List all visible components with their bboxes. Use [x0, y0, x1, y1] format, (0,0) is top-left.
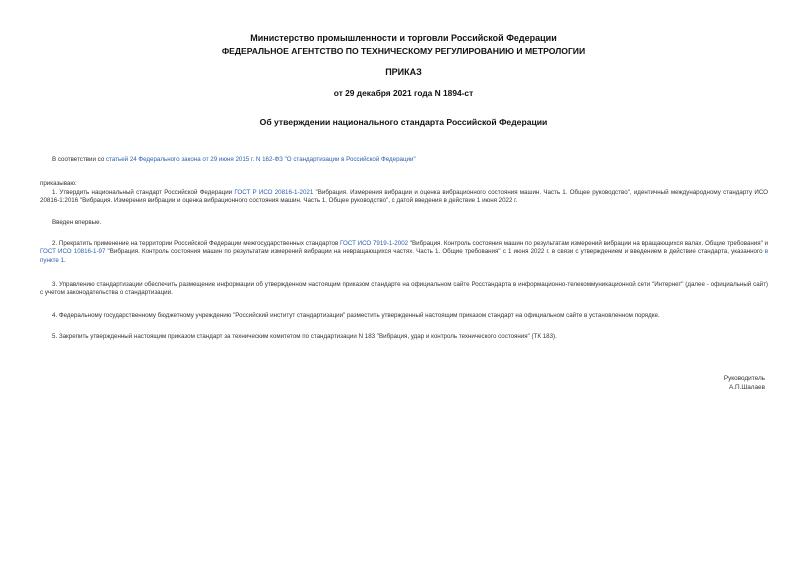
item-5-paragraph: 5. Закрепить утвержденный настоящим приказом стандарт за техническим комитетом по стандартизации N 183 "Вибрация, удар и контроль технического состояния" (ТК 183). — [52, 333, 557, 340]
signatory-title: Руководитель — [723, 375, 765, 382]
item-4-paragraph: 4. Федеральному государственному бюджетному учреждению "Российский институт стандартизации" разместить утвержденный настоящим приказом стандарт на официальном сайте в установленном порядке. — [52, 312, 660, 319]
signatory-name: А.П.Шалаев — [728, 384, 765, 391]
introduced-note: Введен впервые. — [52, 219, 102, 226]
agency-name: ФЕДЕРАЛЬНОЕ АГЕНТСТВО ПО ТЕХНИЧЕСКОМУ РЕГУЛИРОВАНИЮ И МЕТРОЛОГИИ — [221, 46, 586, 56]
document-subject: Об утверждении национального стандарта Российской Федерации — [259, 117, 548, 127]
ministry-name: Министерство промышленности и торговли Российской Федерации — [250, 33, 557, 43]
item-2-paragraph — [40, 240, 768, 265]
point-1-link[interactable]: в пункте 1 — [40, 248, 768, 264]
law-link[interactable]: статьей 24 Федерального закона от 29 июня 2015 г. N 162-ФЗ "О стандартизации в Российской Федерации" — [105, 156, 416, 163]
document-date-number: от 29 декабря 2021 года N 1894-ст — [333, 88, 474, 98]
item-2-prefix: 2. Прекратить применение на территории Российской Федерации межгосударственных стандартов — [52, 240, 341, 247]
document-type: ПРИКАЗ — [385, 67, 422, 77]
gost-iso-10816-link[interactable]: ГОСТ ИСО 10816-1-97 — [40, 248, 106, 256]
item-2-mid-1: "Вибрация. Контроль состояния машин по результатам измерений вибрации на вращающихся валах. Общие требования" и — [408, 240, 768, 247]
gost-iso-7919-link[interactable]: ГОСТ ИСО 7919-1-2002 — [340, 240, 409, 247]
item-1-suffix: "Вибрация. Измерения вибрации и оценка вибрационного состояния машин. Часть 1. Общее руководство", идентичный международному стандарту ИСО 20816-1:2016 "Вибрация. Измерения вибрации и оценка вибрационного состояния машин. Часть 1. Общее руководство", с датой введения в действие 1 июня 2022 г. — [40, 189, 768, 205]
item-2-end: . — [64, 256, 66, 264]
basis-paragraph — [40, 156, 768, 164]
item-2-mid-2: "Вибрация. Контроль состояния машин по результатам измерений вибрации на невращающихся частях. Часть 1. Общие требования" с 1 июня 2022 г. в связи с утверждением и введением в действие стандарта, указанного — [105, 248, 765, 256]
item-1-paragraph — [40, 189, 768, 206]
basis-prefix: В соответствии со — [52, 156, 106, 163]
item-3-paragraph: 3. Управлению стандартизации обеспечить размещение информации об утвержденном настоящим приказом стандарте на официальном сайте Росстандарта в информационно-телекоммуникационной сети "Интернет" (далее - официальный сайт) с учетом законодательства о стандартизации. — [40, 281, 768, 297]
item-1-prefix: 1. Утвердить национальный стандарт Российской Федерации — [52, 189, 235, 196]
gost-r-iso-20816-link[interactable]: ГОСТ Р ИСО 20816-1-2021 — [234, 189, 314, 196]
order-word: приказываю: — [40, 180, 77, 187]
